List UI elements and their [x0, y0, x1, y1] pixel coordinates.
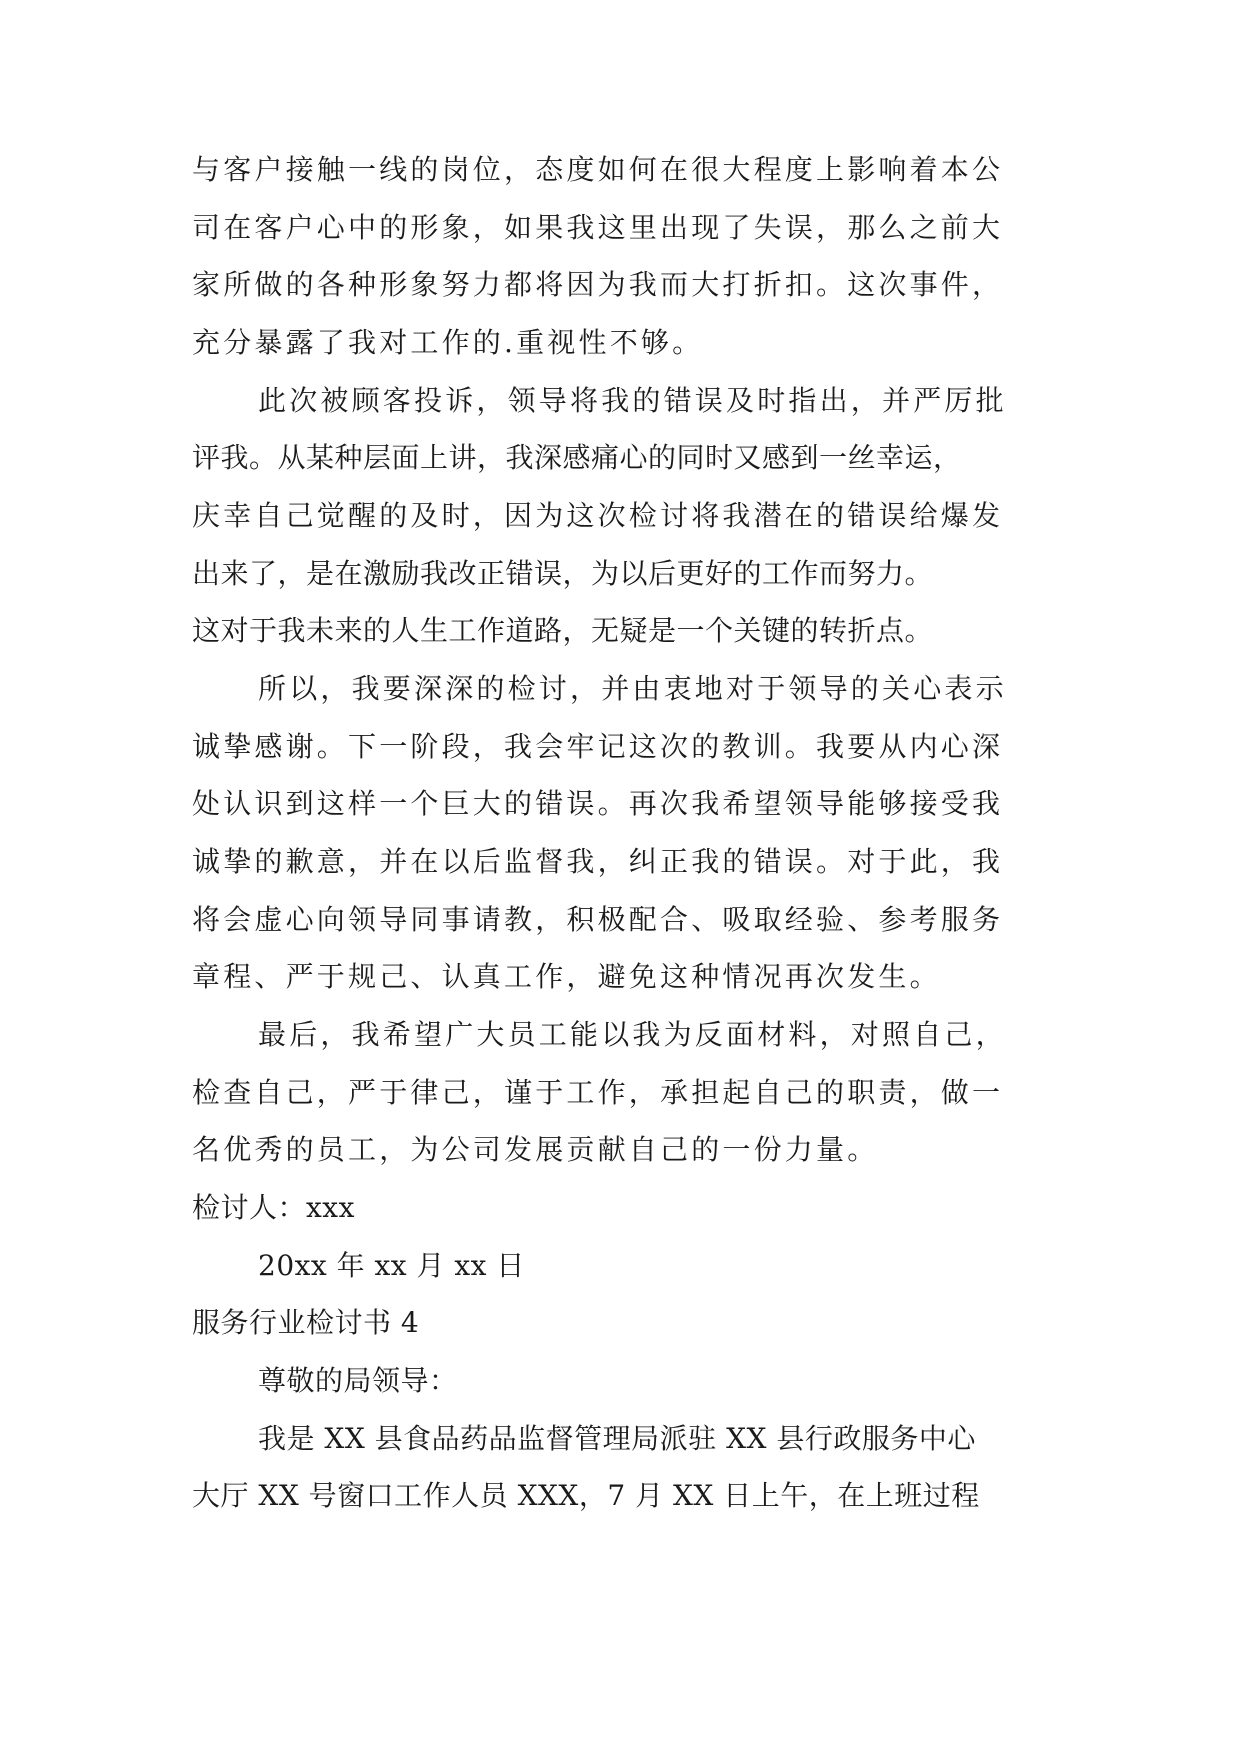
paragraph-line: 充分暴露了我对工作的.重视性不够。: [192, 326, 704, 359]
salutation: 尊敬的局领导：: [258, 1364, 458, 1397]
paragraph-line: 所以，我要深深的检讨，并由衷地对于领导的关心表示: [258, 672, 1007, 705]
paragraph-line: 诚挚的歉意，并在以后监督我，纠正我的错误。对于此，我: [192, 845, 1004, 878]
paragraph-line: 大厅 XX 号窗口工作人员 XXX，7 月 XX 日上午，在上班过程: [192, 1479, 980, 1512]
paragraph-line: 评我。从某种层面上讲，我深感痛心的同时又感到一丝幸运，: [192, 441, 962, 474]
paragraph-line: 庆幸自己觉醒的及时，因为这次检讨将我潜在的错误给爆发: [192, 499, 1004, 532]
paragraph-line: 家所做的各种形象努力都将因为我而大打折扣。这次事件，: [192, 268, 1004, 301]
paragraph-line: 名优秀的员工，为公司发展贡献自己的一份力量。: [192, 1133, 879, 1166]
paragraph-line: 司在客户心中的形象，如果我这里出现了失误，那么之前大: [192, 211, 1004, 244]
paragraph-line: 与客户接触一线的岗位，态度如何在很大程度上影响着本公: [192, 153, 1004, 186]
paragraph-line: 检查自己，严于律己，谨于工作，承担起自己的职责，做一: [192, 1076, 1004, 1109]
paragraph-line: 处认识到这样一个巨大的错误。再次我希望领导能够接受我: [192, 787, 1004, 820]
paragraph-line: 此次被顾客投诉，领导将我的错误及时指出，并严厉批: [258, 384, 1007, 417]
paragraph-line: 最后，我希望广大员工能以我为反面材料，对照自己，: [258, 1018, 1007, 1051]
paragraph-line: 将会虚心向领导同事请教，积极配合、吸取经验、参考服务: [192, 903, 1004, 936]
paragraph-line: 诚挚感谢。下一阶段，我会牢记这次的教训。我要从内心深: [192, 730, 1004, 763]
date-line: 20xx 年 xx 月 xx 日: [258, 1249, 525, 1282]
signatory-line: 检讨人：xxx: [192, 1191, 355, 1224]
paragraph-line: 这对于我未来的人生工作道路，无疑是一个关键的转折点。: [192, 614, 934, 647]
paragraph-line: 章程、严于规己、认真工作，避免这种情况再次发生。: [192, 960, 941, 993]
section-heading: 服务行业检讨书 4: [192, 1306, 420, 1339]
paragraph-line: 出来了，是在激励我改正错误，为以后更好的工作而努力。: [192, 557, 934, 590]
paragraph-line: 我是 XX 县食品药品监督管理局派驻 XX 县行政服务中心: [258, 1422, 976, 1455]
